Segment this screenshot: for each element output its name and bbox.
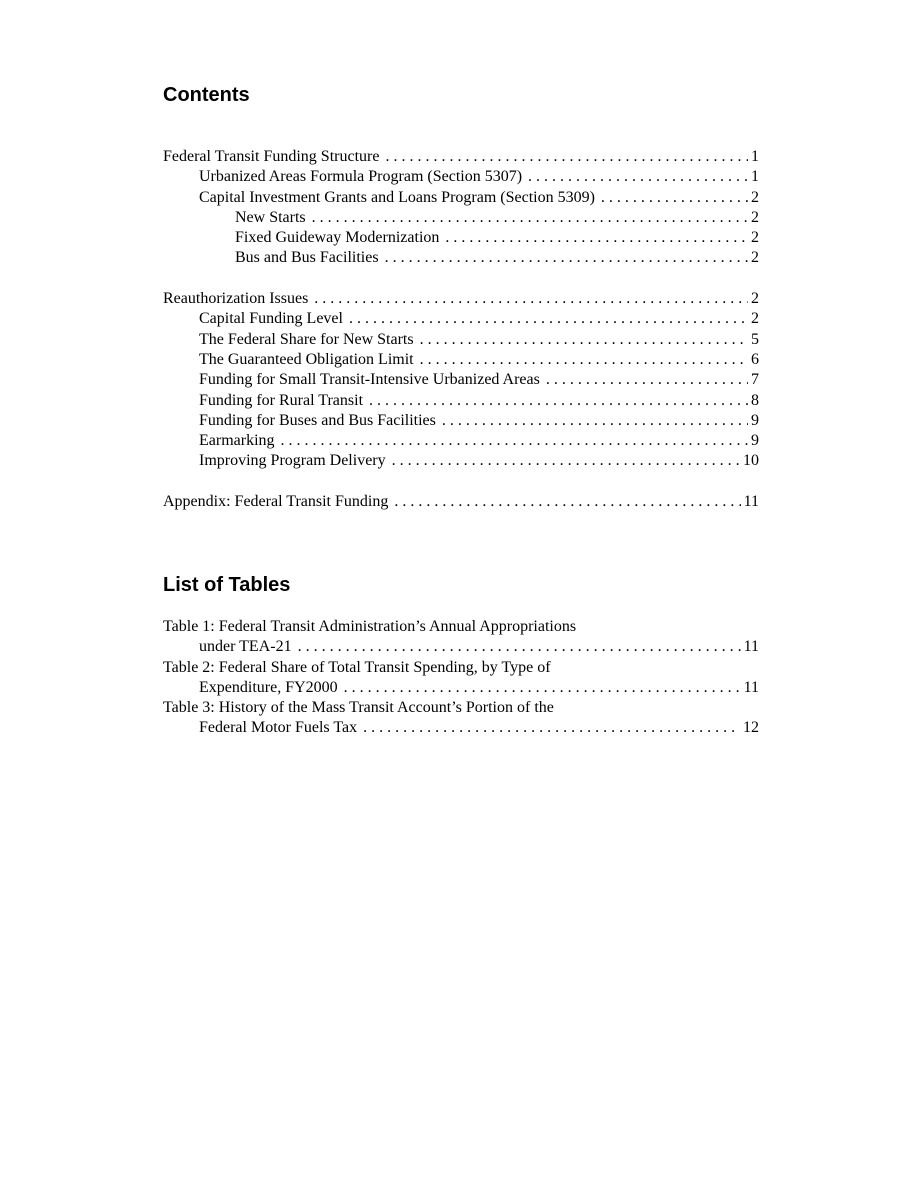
table-entry-title: Table 3: History of the Mass Transit Account’s Portion of the: [163, 699, 554, 717]
toc-entry[interactable]: [163, 188, 759, 208]
toc-entry[interactable]: [163, 391, 759, 411]
toc-entry[interactable]: [163, 451, 759, 471]
toc-entry[interactable]: [163, 167, 759, 187]
dot-leader: [385, 248, 748, 268]
dot-leader: [385, 147, 748, 167]
dot-leader: [420, 330, 748, 350]
toc-entry-title: Urbanized Areas Formula Program (Section 5307): [199, 168, 523, 186]
contents-list: [163, 147, 759, 512]
dot-leader: [298, 637, 741, 657]
table-entry-line2: [163, 637, 759, 657]
list-of-tables: [163, 617, 759, 739]
toc-entry-title: Capital Investment Grants and Loans Program (Section 5309): [199, 188, 595, 206]
toc-entry-page: 2: [751, 249, 759, 267]
toc-entry-page: 2: [751, 208, 759, 226]
toc-entry[interactable]: [163, 431, 759, 451]
toc-entry-page: 2: [751, 229, 759, 247]
toc-entry[interactable]: [163, 330, 759, 350]
toc-entry-title: Improving Program Delivery: [199, 452, 386, 470]
table-entry[interactable]: [163, 698, 759, 739]
toc-entry[interactable]: [163, 208, 759, 228]
toc-entry-page: 11: [743, 493, 759, 511]
toc-entry-title: Appendix: Federal Transit Funding: [163, 493, 389, 511]
dot-leader: [392, 451, 740, 471]
toc-entry[interactable]: [163, 370, 759, 390]
toc-entry-title: Funding for Small Transit-Intensive Urbanized Areas: [199, 371, 540, 389]
table-entry[interactable]: [163, 617, 759, 658]
table-entry-title: Table 2: Federal Share of Total Transit Spending, by Type of: [163, 658, 551, 676]
toc-entry-title: The Guaranteed Obligation Limit: [199, 350, 414, 368]
toc-entry-title: Fixed Guideway Modernization: [235, 229, 440, 247]
dot-leader: [445, 228, 748, 248]
table-entry-line2: [163, 678, 759, 698]
toc-entry-title: The Federal Share for New Starts: [199, 330, 414, 348]
toc-entry[interactable]: [163, 147, 759, 167]
toc-entry-title: Federal Transit Funding Structure: [163, 148, 380, 165]
toc-entry-title: Earmarking: [199, 432, 275, 450]
table-entry-line2: [163, 718, 759, 738]
toc-entry-title: Bus and Bus Facilities: [235, 249, 379, 267]
toc-entry-title: Funding for Buses and Bus Facilities: [199, 411, 436, 429]
dot-leader: [349, 309, 748, 329]
toc-entry[interactable]: [163, 411, 759, 431]
toc-entry-page: 9: [751, 411, 759, 429]
dot-leader: [394, 492, 740, 512]
toc-entry-page: 10: [743, 452, 759, 470]
toc-entry[interactable]: [163, 492, 759, 512]
toc-entry-title: Funding for Rural Transit: [199, 391, 364, 409]
dot-leader: [420, 350, 748, 370]
toc-entry-page: 1: [751, 148, 759, 165]
toc-entry-page: 5: [751, 330, 759, 348]
toc-entry-page: 9: [751, 432, 759, 450]
toc-entry-page: 2: [751, 188, 759, 206]
toc-entry-page: 1: [751, 168, 759, 186]
toc-entry-title: Capital Funding Level: [199, 310, 343, 328]
table-entry-page: 12: [743, 719, 759, 737]
toc-entry[interactable]: [163, 309, 759, 329]
toc-entry-page: 7: [751, 371, 759, 389]
dot-leader: [312, 208, 748, 228]
contents-heading: Contents: [163, 84, 250, 106]
list-of-tables-heading: List of Tables: [163, 574, 291, 596]
dot-leader: [363, 718, 740, 738]
toc-entry-page: 2: [751, 290, 759, 308]
table-entry-title: Table 1: Federal Transit Administration’s Annual Appropriations: [163, 618, 577, 635]
toc-entry[interactable]: [163, 248, 759, 268]
toc-entry[interactable]: [163, 289, 759, 309]
toc-entry-page: 8: [751, 391, 759, 409]
toc-entry-title: Reauthorization Issues: [163, 290, 309, 308]
table-entry[interactable]: [163, 658, 759, 699]
dot-leader: [442, 411, 748, 431]
table-entry-page: 11: [743, 678, 759, 696]
dot-leader: [601, 188, 748, 208]
dot-leader: [281, 431, 748, 451]
toc-entry[interactable]: [163, 350, 759, 370]
dot-leader: [546, 370, 748, 390]
table-entry-line1: [163, 658, 759, 678]
toc-entry[interactable]: [163, 228, 759, 248]
table-entry-line1: [163, 698, 759, 718]
table-entry-title-cont: under TEA-21: [199, 638, 292, 656]
dot-leader: [369, 391, 748, 411]
table-entry-line1: [163, 617, 759, 637]
toc-entry-title: New Starts: [235, 208, 306, 226]
dot-leader: [344, 678, 741, 698]
table-entry-title-cont: Expenditure, FY2000: [199, 678, 338, 696]
table-entry-page: 11: [743, 638, 759, 656]
dot-leader: [528, 167, 748, 187]
table-entry-title-cont: Federal Motor Fuels Tax: [199, 719, 358, 737]
toc-entry-page: 6: [751, 350, 759, 368]
dot-leader: [314, 289, 748, 309]
toc-entry-page: 2: [751, 310, 759, 328]
